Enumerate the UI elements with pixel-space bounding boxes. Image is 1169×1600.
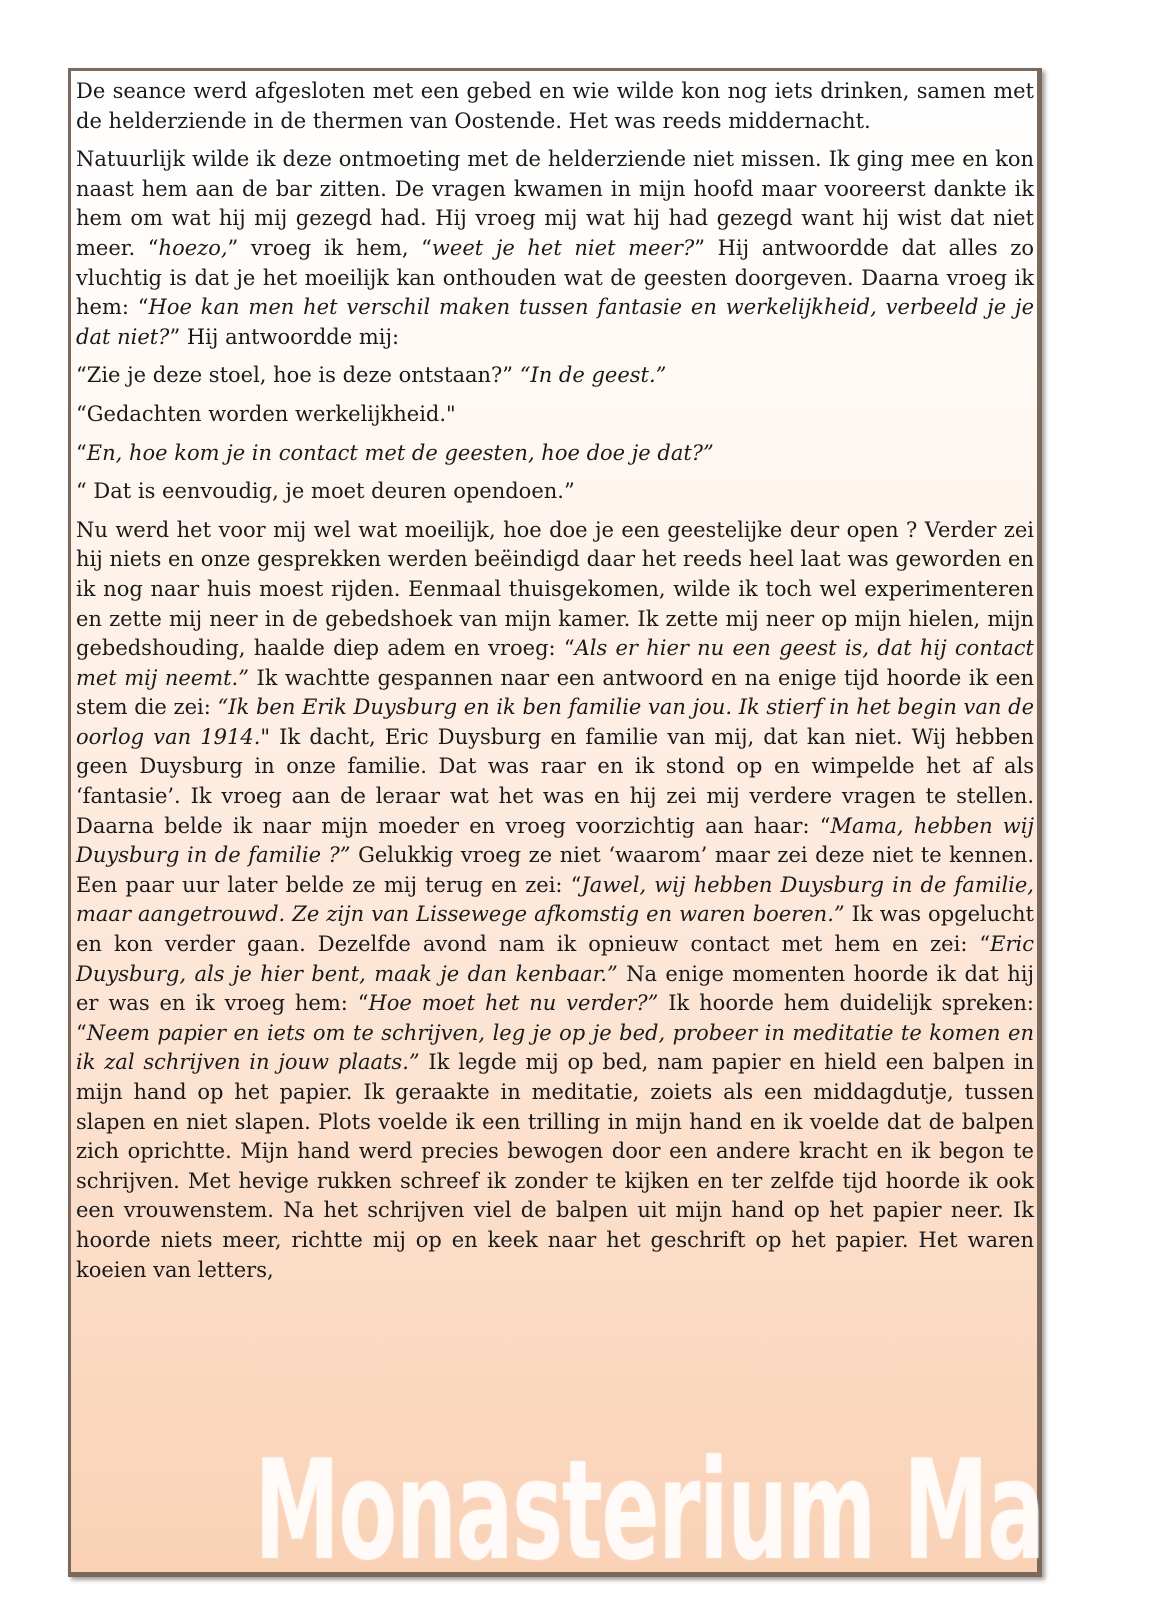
- text-segment: Gelukkig vroeg ze niet ‘waarom’ maar zei deze niet te kennen. Een paar uur later belde ze mij terug en zei: “: [76, 843, 1034, 897]
- text-segment: Na enige momenten hoorde ik dat hij er was en ik vroeg hem: “: [76, 961, 1035, 1016]
- text-segment: Ik wachtte gespannen naar een antwoord en na enige tijd hoorde ik een stem die zei:: [76, 665, 1034, 720]
- page-frame: [68, 68, 1169, 1591]
- text-segment: “: [76, 440, 87, 465]
- italic-text: Hoe kan men het verschil maken tussen fantasie en werkelijkheid, verbeeld je je dat niet?: [76, 295, 1034, 349]
- paragraph: [76, 77, 1034, 136]
- italic-text: “In de geest.”: [519, 363, 667, 388]
- text-segment: “ Dat is eenvoudig, je moet deuren opendoen.”: [76, 479, 575, 504]
- italic-text: hoezo,: [158, 235, 228, 260]
- text-segment: ” Hij antwoordde dat alles zo vluchtig is dat je het moeilijk kan onthouden wat de geesten doorgeven. Daarna vroeg ik hem: “: [76, 235, 1034, 320]
- italic-text: Mama, hebben wij Duysburg in de familie ?”: [76, 813, 1034, 868]
- italic-text: Neem papier en iets om te schrijven, leg je op je bed, probeer in meditatie te komen en ik zal schrijven in jouw plaats.”: [76, 1020, 1034, 1075]
- paragraph: [76, 516, 1034, 1285]
- italic-text: Eric Duysburg, als je hier bent, maak je dan kenbaar.”: [76, 932, 1034, 986]
- text-segment: Ik legde mij op bed, nam papier en hield een balpen in mijn hand op het papier. Ik geraakte in meditatie, zoiets als een middagdutje, tussen slapen en niet slapen. Plots voelde ik een trilling in mijn hand en ik voelde dat de balpen zich oprichtte. Mijn hand werd precies bewogen door een andere kracht en ik begon te schrijven. Met hevige rukken schreef ik zonder te kijken en ter zelfde tijd hoorde ik ook een vrouwenstem. Na het schrijven viel de balpen uit mijn hand op het papier neer. Ik hoorde niets meer, richtte mij op en keek naar het geschrift op het papier. Het waren koeien van letters,: [76, 1050, 1034, 1282]
- text-segment: “Gedachten worden werkelijkheid.": [76, 401, 456, 426]
- text-segment: Nu werd het voor mij wel wat moeilijk, hoe doe je een geestelijke deur open ? Verder zei hij niets en onze gesprekken werden beëindigd daar het reeds heel laat was geworden en ik nog naar huis moest rijden. Eenmaal thuisgekomen, wilde ik toch wel experimenteren en zette mij neer in de gebedshoek van mijn kamer. Ik zette mij neer op mijn hielen, mijn gebedshouding, haalde diep adem en vroeg: “: [76, 517, 1034, 661]
- text-segment: Ik was opgelucht en kon verder gaan. Dezelfde avond nam ik opnieuw contact met hem en zei: “: [76, 902, 1034, 957]
- paragraph: [76, 439, 1034, 469]
- text-segment: Ik dacht, Eric Duysburg en familie van mij, dat kan niet. Wij hebben geen Duysburg in onze familie. Dat was raar en ik stond op en wimpelde het af als ‘fantasie’. Ik vroeg aan de leraar wat het was en hij zei mij verdere vragen te stellen. Daarna belde ik naar mijn moeder en vroeg voorzichtig aan haar: “: [76, 724, 1034, 838]
- italic-text: Hoe moet het nu verder?”: [368, 991, 659, 1016]
- paragraph: [76, 145, 1034, 352]
- italic-text: weet je het niet meer?: [431, 235, 695, 260]
- italic-text: En, hoe kom je in contact met de geesten, hoe doe je dat?”: [86, 440, 714, 465]
- paragraph: [76, 477, 1034, 507]
- italic-text: “Ik ben Erik Duysburg en ik ben familie van jou. Ik stierf in het begin van de oorlog van 1914.": [76, 695, 1035, 749]
- paragraph: [76, 361, 1034, 391]
- text-segment: Ik hoorde hem duidelijk spreken: “: [76, 991, 1034, 1045]
- document-body: [76, 77, 1034, 1285]
- text-segment: ” Hij antwoordde mij:: [169, 324, 400, 349]
- italic-text: Jawel, wij hebben Duysburg in de familie, maar aangetrouwd. Ze zijn van Lissewege afkomstig en waren boeren.”: [76, 872, 1034, 927]
- watermark: Monasterium Maria: [254, 1430, 1169, 1591]
- text-segment: Natuurlijk wilde ik deze ontmoeting met de helderziende niet missen. Ik ging mee en kon naast hem aan de bar zitten. De vragen kwamen in mijn hoofd maar vooreerst dankte ik hem om wat hij mij gezegd had. Hij vroeg mij wat hij had gezegd want hij wist dat niet meer. “: [76, 147, 1034, 260]
- text-segment: ” vroeg ik hem, “: [227, 235, 432, 260]
- text-segment: De seance werd afgesloten met een gebed en wie wilde kon nog iets drinken, samen met de helderziende in de thermen van Oostende. Het was reeds middernacht.: [76, 79, 1034, 133]
- italic-text: Als er hier nu een geest is, dat hij contact met mij neemt.”: [76, 636, 1034, 690]
- paragraph: [76, 400, 1034, 430]
- text-segment: “Zie je deze stoel, hoe is deze ontstaan?”: [76, 363, 520, 388]
